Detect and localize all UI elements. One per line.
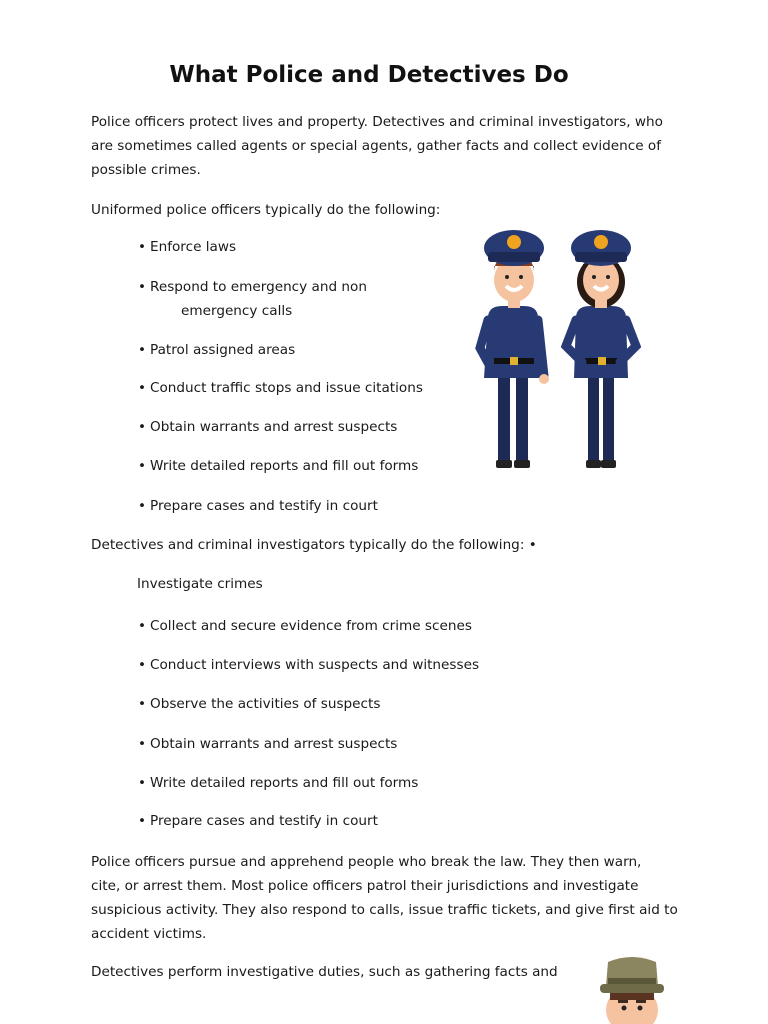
list-item: • Observe the activities of suspects bbox=[138, 693, 380, 716]
bullet-glyph: • bbox=[138, 696, 147, 712]
list-item: • Obtain warrants and arrest suspects bbox=[138, 416, 397, 439]
pursue-line: suspicious activity. They also respond to calls, issue traffic tickets, and give first aid to bbox=[91, 902, 678, 918]
intro-line: are sometimes called agents or special agents, gather facts and collect evidence of bbox=[91, 138, 662, 154]
bullet-glyph: • bbox=[138, 618, 147, 634]
bullet-glyph: • bbox=[138, 498, 147, 514]
list-item: • Conduct interviews with suspects and witnesses bbox=[138, 654, 479, 677]
pursue-line: accident victims. bbox=[91, 926, 207, 942]
list-item: • Enforce laws bbox=[138, 236, 236, 259]
bullet-glyph: • bbox=[138, 342, 147, 358]
pursue-line: Police officers pursue and apprehend people who break the law. They then warn, bbox=[91, 854, 642, 870]
list-item: • Conduct traffic stops and issue citations bbox=[138, 377, 423, 400]
bullet-glyph: • bbox=[138, 736, 147, 752]
list-item: • Patrol assigned areas bbox=[138, 339, 295, 362]
intro-paragraph bbox=[91, 110, 681, 182]
list-item: • Write detailed reports and fill out forms bbox=[138, 455, 418, 478]
bullet-glyph: • bbox=[138, 239, 147, 255]
list-item: Investigate crimes bbox=[137, 576, 263, 592]
detective-illustration bbox=[596, 956, 668, 1024]
uniformed-heading: Uniformed police officers typically do the following: bbox=[91, 202, 441, 218]
list-item: • Collect and secure evidence from crime scenes bbox=[138, 615, 472, 638]
police-officers-illustration bbox=[472, 222, 652, 474]
female-officer-figure bbox=[566, 230, 636, 468]
intro-line: possible crimes. bbox=[91, 162, 201, 178]
bullet-glyph: • bbox=[138, 279, 147, 295]
last-line: Detectives perform investigative duties, such as gathering facts and bbox=[91, 964, 558, 980]
list-item: • Prepare cases and testify in court bbox=[138, 495, 378, 518]
list-item: • Obtain warrants and arrest suspects bbox=[138, 733, 397, 756]
list-item: • Prepare cases and testify in court bbox=[138, 810, 378, 833]
bullet-glyph: • bbox=[138, 813, 147, 829]
detectives-heading: Detectives and criminal investigators typically do the following: • bbox=[91, 537, 537, 553]
pursue-line: cite, or arrest them. Most police officers patrol their jurisdictions and investigate bbox=[91, 878, 639, 894]
bullet-glyph: • bbox=[138, 775, 147, 791]
intro-line: Police officers protect lives and property. Detectives and criminal investigators, who bbox=[91, 114, 663, 130]
list-item-continuation: emergency calls bbox=[181, 303, 293, 319]
list-item: • Respond to emergency and non bbox=[138, 276, 367, 299]
bullet-glyph: • bbox=[138, 419, 147, 435]
male-officer-figure bbox=[480, 230, 549, 468]
list-item: • Write detailed reports and fill out forms bbox=[138, 772, 418, 795]
bullet-glyph: • bbox=[138, 657, 147, 673]
bullet-glyph: • bbox=[138, 380, 147, 396]
page-title: What Police and Detectives Do bbox=[169, 62, 569, 88]
bullet-glyph: • bbox=[138, 458, 147, 474]
pursue-paragraph bbox=[91, 850, 681, 946]
